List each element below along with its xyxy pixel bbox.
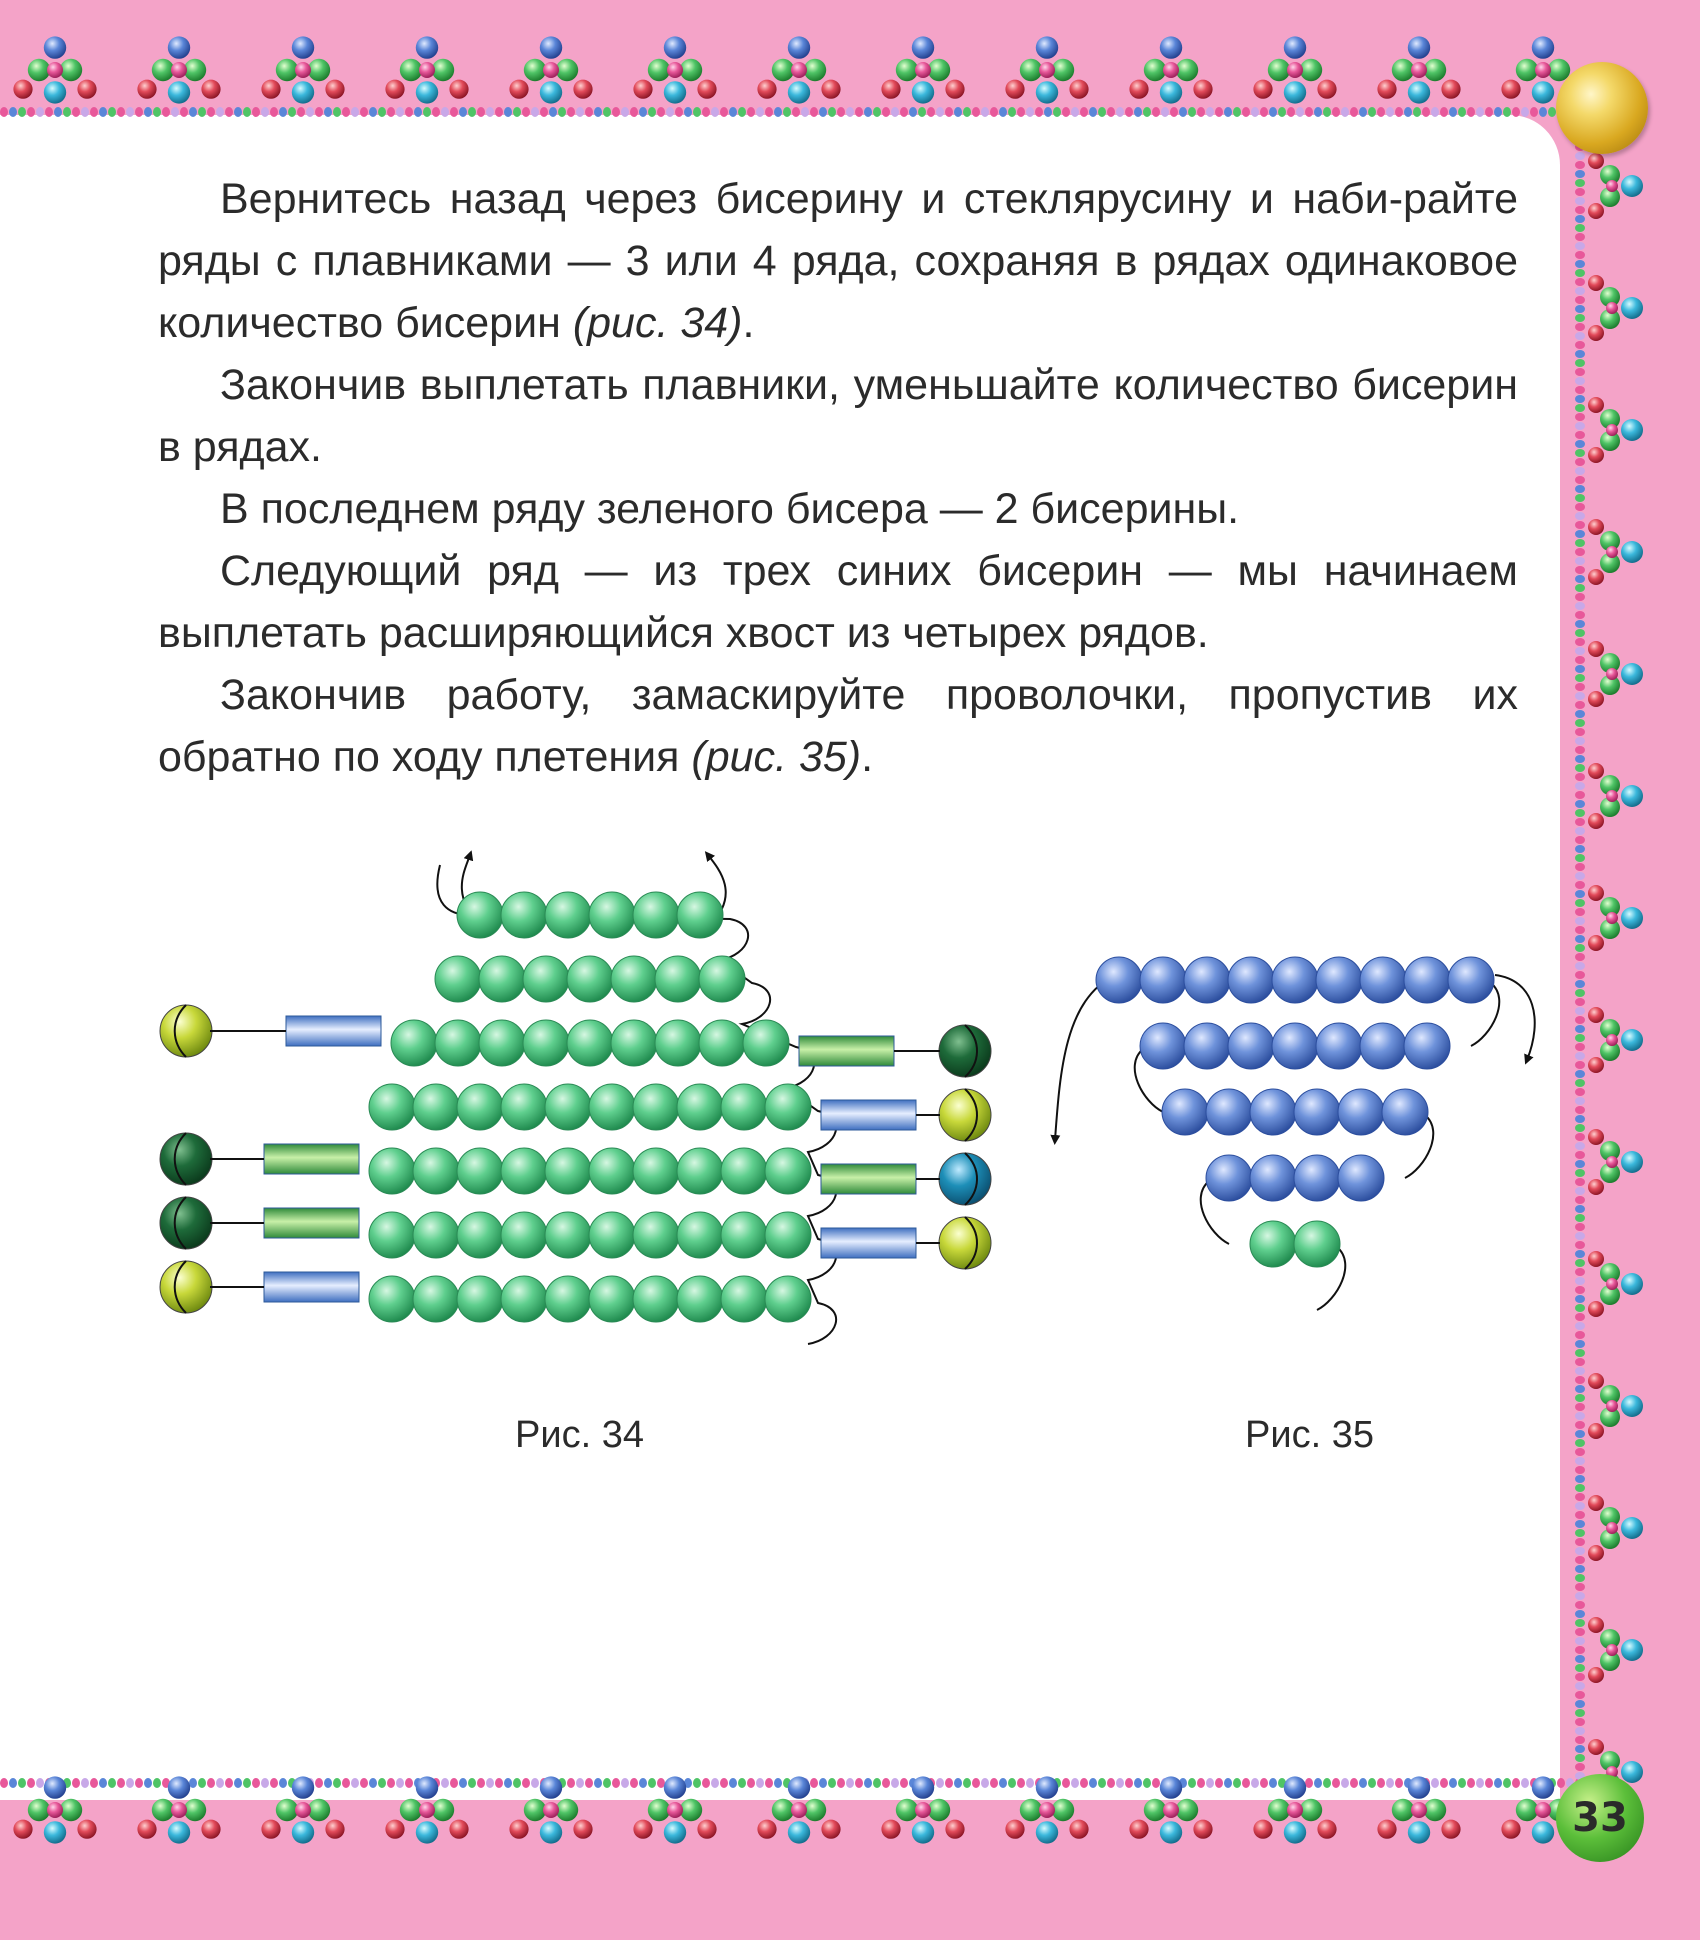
bead-motif [1588,1617,1643,1683]
green-bead [545,1212,591,1258]
paragraph-2: Закончив выплетать плавники, уменьшайте количество бисерин в рядах. [158,361,1518,471]
bead-motif [633,36,716,103]
bead-motif [509,36,592,103]
green-bead [413,1276,459,1322]
bead-motif [1005,36,1088,103]
paragraph-4: Следующий ряд — из трех синих бисерин — мы начинаем выплетать расширяющийся хвост из четырех рядов. [158,547,1518,657]
fin-end-bead [160,1197,212,1249]
green-bead [765,1276,811,1322]
green-bead [721,1212,767,1258]
green-bead [479,1020,525,1066]
fin-end-bead [939,1089,991,1141]
green-bead [457,1084,503,1130]
green-bead [589,892,635,938]
green-bead [369,1276,415,1322]
blue-bead [1316,957,1362,1003]
green-bead [633,1212,679,1258]
paragraph-1: Вернитесь назад через бисерину и стеклярусину и наби-райте ряды с плавниками — 3 или 4 ряда, сохраняя в рядах одинаковое количество бисерин (рис. 34). [158,175,1518,347]
green-bead [545,1148,591,1194]
figure-34-caption: Рис. 34 [515,1414,644,1456]
bead-border-right [1560,120,1670,1800]
green-bead [457,1212,503,1258]
bead-motif [13,36,96,103]
green-bead [655,1020,701,1066]
blue-bead [1228,957,1274,1003]
green-bead [435,956,481,1002]
green-bead [1294,1221,1340,1267]
green-bead [501,892,547,938]
bead-motif [1588,1495,1643,1561]
blue-bead [1404,1023,1450,1069]
green-bead [545,1084,591,1130]
green-bead [501,1276,547,1322]
green-bead [457,892,503,938]
blue-bead [1184,1023,1230,1069]
bead-motif [757,36,840,103]
green-bead [413,1212,459,1258]
bugle-bead [264,1272,359,1302]
green-bead [501,1148,547,1194]
bead-motif [137,36,220,103]
blue-bead [1448,957,1494,1003]
green-bead [523,1020,569,1066]
green-bead [413,1148,459,1194]
green-bead [611,956,657,1002]
green-bead [721,1148,767,1194]
green-bead [545,1276,591,1322]
bugle-bead [821,1228,916,1258]
page-number-badge [1556,1774,1644,1862]
blue-bead [1250,1089,1296,1135]
green-bead [567,1020,613,1066]
green-bead [743,1020,789,1066]
green-bead [479,956,525,1002]
blue-bead [1338,1089,1384,1135]
green-bead [611,1020,657,1066]
green-bead [765,1148,811,1194]
bugle-bead [286,1016,381,1046]
green-bead [501,1212,547,1258]
blue-bead [1360,957,1406,1003]
bead-motif [1377,36,1460,103]
bugle-bead [821,1164,916,1194]
blue-bead [1272,1023,1318,1069]
figure-35-caption: Рис. 35 [1245,1414,1374,1456]
bead-motif [1588,1251,1643,1317]
bugle-bead [799,1036,894,1066]
bead-motif [1588,763,1643,829]
bead-motif [1588,153,1643,219]
bugle-bead [264,1208,359,1238]
wire-arrow [1055,975,1115,1140]
blue-bead [1140,957,1186,1003]
bead-motif [1588,519,1643,585]
green-bead [413,1084,459,1130]
green-bead [369,1212,415,1258]
figure-35-tail-diagram [1040,930,1550,1330]
blue-bead [1338,1155,1384,1201]
bead-motif [881,36,964,103]
bugle-bead [821,1100,916,1130]
figure-reference: (рис. 35) [691,733,862,781]
bead-motif [1588,275,1643,341]
green-bead [677,1148,723,1194]
green-bead [523,956,569,1002]
blue-bead [1096,957,1142,1003]
green-bead [457,1148,503,1194]
bead-motif [1588,1007,1643,1073]
bead-motif [261,36,344,103]
page-number: 33 [1572,1795,1628,1841]
green-bead [721,1276,767,1322]
blue-bead [1206,1155,1252,1201]
green-bead [369,1148,415,1194]
green-bead [765,1212,811,1258]
bead-motif [1588,397,1643,463]
green-bead [677,1084,723,1130]
blue-bead [1294,1089,1340,1135]
blue-bead [1206,1089,1252,1135]
blue-bead [1316,1023,1362,1069]
bead-border-top [0,30,1580,125]
blue-bead [1228,1023,1274,1069]
green-bead [699,1020,745,1066]
fin-end-bead [160,1133,212,1185]
bead-motif [1588,885,1643,951]
figure-reference: (рис. 34) [572,299,743,347]
green-bead [699,956,745,1002]
gold-bead-corner-decoration [1556,62,1648,154]
green-bead [633,1084,679,1130]
green-bead [457,1276,503,1322]
green-bead [677,1212,723,1258]
green-bead [391,1020,437,1066]
green-bead [633,1276,679,1322]
blue-bead [1184,957,1230,1003]
green-bead [435,1020,481,1066]
blue-bead [1404,957,1450,1003]
green-bead [545,892,591,938]
blue-bead [1250,1155,1296,1201]
body-text [158,168,1518,788]
green-bead [765,1084,811,1130]
green-bead [589,1212,635,1258]
wire-arrow [1495,975,1535,1060]
fin-end-bead [939,1025,991,1077]
bugle-bead [264,1144,359,1174]
fin-end-bead [160,1005,212,1057]
green-bead [589,1148,635,1194]
bead-motif [1588,1373,1643,1439]
green-bead [677,1276,723,1322]
fin-end-bead [939,1153,991,1205]
green-bead [633,892,679,938]
fin-end-bead [160,1261,212,1313]
blue-bead [1162,1089,1208,1135]
blue-bead [1294,1155,1340,1201]
green-bead [589,1276,635,1322]
green-bead [655,956,701,1002]
bead-border-bottom [0,1765,1580,1860]
bead-motif [385,36,468,103]
paragraph-3: В последнем ряду зеленого бисера — 2 бисерины. [220,485,1240,533]
green-bead [633,1148,679,1194]
green-bead [721,1084,767,1130]
green-bead [501,1084,547,1130]
bead-motif [1588,1129,1643,1195]
blue-bead [1382,1089,1428,1135]
bead-motif [1588,641,1643,707]
bead-motif [1253,36,1336,103]
blue-bead [1272,957,1318,1003]
green-bead [677,892,723,938]
fin-end-bead [939,1217,991,1269]
green-bead [1250,1221,1296,1267]
figure-34-fish-body-diagram [150,850,1010,1390]
green-bead [567,956,613,1002]
paragraph-5: Закончив работу, замаскируйте проволочки, пропустив их обратно по ходу плетения (рис. 35). [158,671,1518,781]
blue-bead [1140,1023,1186,1069]
blue-bead [1360,1023,1406,1069]
green-bead [589,1084,635,1130]
bead-motif [1129,36,1212,103]
green-bead [369,1084,415,1130]
